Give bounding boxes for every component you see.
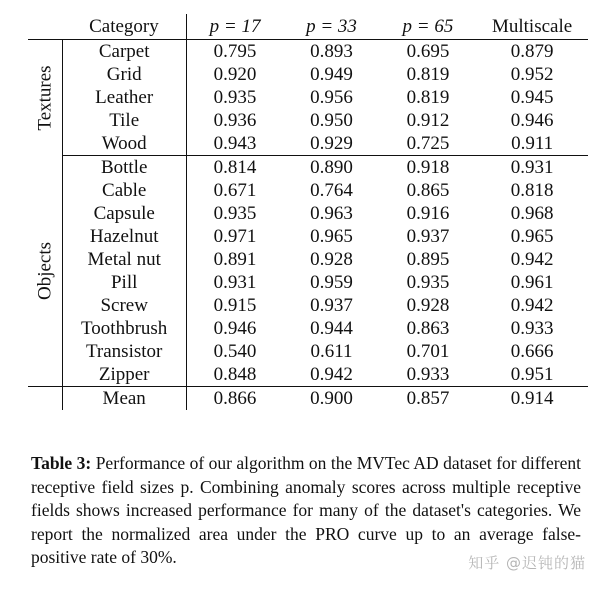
caption-text: Performance of our algorithm on the MVTec AD dataset for different receptive field sizes p. Combining anomaly scores across multiple receptive fields shows increased performance for many of the dataset's categories. We report the normalized area under the PRO curve up to an average false-positive rate of 30%. [31,453,582,567]
header-p17: p = 17 [186,14,283,40]
category-cell: Bottle [62,156,186,180]
table-row [28,179,588,202]
category-cell: Tile [62,109,186,132]
table-row [28,86,588,109]
value-cell-p17: 0.936 [213,110,257,131]
table-row [28,340,588,363]
value-cell-p65: 0.701 [406,341,450,362]
table-row [28,271,588,294]
table-row [28,294,588,317]
value-cell-p65: 0.937 [406,226,450,247]
value-cell-p65: 0.819 [406,87,450,108]
value-cell-p17: 0.866 [186,387,283,411]
value-cell-p65: 0.918 [406,157,450,178]
header-group-spacer [28,14,62,40]
value-cell-p17: 0.814 [213,157,257,178]
header-multiscale: Multiscale [476,14,588,40]
category-cell: Capsule [62,202,186,225]
value-cell-p33: 0.929 [283,132,379,156]
value-cell-p33: 0.949 [310,64,353,85]
caption-label: Table 3: [31,453,92,473]
value-cell-multiscale: 0.942 [510,295,554,316]
category-cell: Grid [62,63,186,86]
value-cell-p65: 0.935 [406,272,450,293]
value-cell-p33: 0.937 [310,295,353,316]
value-cell-p17: 0.915 [213,295,257,316]
value-cell-p33: 0.944 [310,318,353,339]
table-row [28,317,588,340]
value-cell-p65: 0.725 [380,132,476,156]
table-row [28,225,588,248]
table-row [28,63,588,86]
group-label-text: Textures [34,65,56,131]
value-cell-p17: 0.891 [213,249,257,270]
watermark: 知乎 @迟钝的猫 [468,554,586,572]
value-cell-multiscale: 0.946 [510,110,554,131]
value-cell-p33: 0.900 [283,387,379,411]
value-cell-p65: 0.695 [406,41,450,62]
category-cell: Wood [62,132,186,156]
value-cell-p33: 0.950 [310,110,353,131]
category-cell: Mean [62,387,186,411]
value-cell-multiscale: 0.818 [510,180,554,201]
value-cell-p17: 0.935 [213,203,257,224]
value-cell-p33: 0.956 [310,87,353,108]
value-cell-p17: 0.971 [213,226,257,247]
value-cell-p17: 0.920 [213,64,257,85]
value-cell-p65: 0.895 [406,249,450,270]
value-cell-p33: 0.893 [310,41,353,62]
value-cell-p33: 0.611 [310,341,353,362]
category-cell: Metal nut [62,248,186,271]
value-cell-p17: 0.848 [186,363,283,387]
value-cell-p33: 0.764 [310,180,353,201]
value-cell-p17: 0.540 [213,341,257,362]
value-cell-multiscale: 0.965 [510,226,554,247]
value-cell-multiscale: 0.961 [510,272,554,293]
table-row [28,202,588,225]
value-cell-multiscale: 0.879 [510,41,554,62]
value-cell-multiscale: 0.931 [510,157,554,178]
table-row [28,109,588,132]
value-cell-p65: 0.912 [406,110,450,131]
value-cell-multiscale: 0.914 [476,387,588,411]
group-label-textures [28,40,62,156]
value-cell-multiscale: 0.951 [476,363,588,387]
value-cell-multiscale: 0.666 [510,341,554,362]
value-cell-p17: 0.671 [213,180,257,201]
mean-row [28,387,588,411]
value-cell-p33: 0.890 [310,157,353,178]
value-cell-multiscale: 0.933 [510,318,554,339]
value-cell-p33: 0.965 [310,226,353,247]
table-row [28,156,588,180]
value-cell-p65: 0.819 [406,64,450,85]
value-cell-multiscale: 0.942 [510,249,554,270]
header-p33: p = 33 [283,14,379,40]
group-label-text: Objects [34,241,56,300]
category-cell: Leather [62,86,186,109]
table-row [28,132,588,156]
header-p65: p = 65 [380,14,476,40]
header-category: Category [62,14,186,40]
table-body [28,40,588,411]
value-cell-p17: 0.935 [213,87,257,108]
category-cell: Screw [62,294,186,317]
value-cell-p65: 0.863 [406,318,450,339]
value-cell-multiscale: 0.952 [510,64,554,85]
value-cell-p65: 0.865 [406,180,450,201]
value-cell-multiscale: 0.911 [476,132,588,156]
table-row [28,363,588,387]
category-cell: Zipper [62,363,186,387]
value-cell-p65: 0.928 [406,295,450,316]
category-cell: Carpet [62,40,186,64]
results-table [28,14,588,410]
value-cell-p17: 0.943 [186,132,283,156]
value-cell-p65: 0.933 [380,363,476,387]
group-label-objects [28,156,62,387]
category-cell: Hazelnut [62,225,186,248]
category-cell: Cable [62,179,186,202]
value-cell-multiscale: 0.968 [510,203,554,224]
category-cell: Toothbrush [62,317,186,340]
value-cell-p65: 0.916 [406,203,450,224]
value-cell-p33: 0.959 [310,272,353,293]
category-cell: Transistor [62,340,186,363]
value-cell-p33: 0.963 [310,203,353,224]
group-label-empty [28,387,62,411]
value-cell-p17: 0.946 [213,318,257,339]
value-cell-multiscale: 0.945 [510,87,554,108]
value-cell-p33: 0.942 [283,363,379,387]
value-cell-p17: 0.795 [213,41,257,62]
table-header-row [28,14,588,40]
value-cell-p65: 0.857 [380,387,476,411]
table-row [28,248,588,271]
category-cell: Pill [62,271,186,294]
value-cell-p17: 0.931 [213,272,257,293]
table-row [28,40,588,64]
value-cell-p33: 0.928 [310,249,353,270]
